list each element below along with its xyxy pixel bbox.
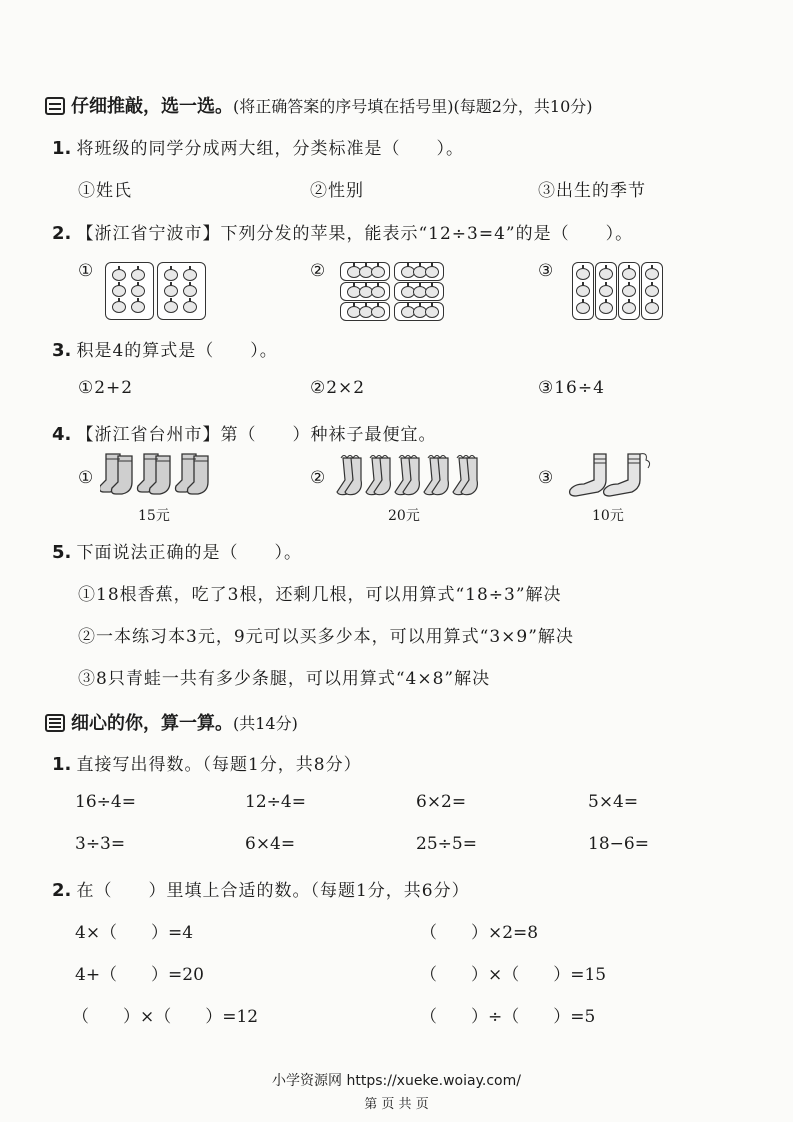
footer-site: 小学资源网 https://xueke.woiay.com/ bbox=[272, 1073, 521, 1089]
option: ③8只青蛙一共有多少条腿，可以用算式“4×8”解决 bbox=[78, 669, 491, 689]
apple-icon bbox=[164, 301, 178, 313]
apple-tray bbox=[394, 262, 444, 281]
question-text: 在（ ）里填上合适的数。（每题1分，共6分） bbox=[76, 881, 470, 901]
apple-icon bbox=[131, 269, 145, 281]
apple-tray bbox=[595, 262, 617, 320]
question-number: 3. bbox=[52, 340, 72, 361]
option-label: ② bbox=[310, 261, 327, 281]
option: ②性别 bbox=[310, 181, 364, 201]
calc-item: 16÷4= bbox=[75, 792, 136, 812]
section-three-icon bbox=[45, 714, 65, 732]
apple-icon bbox=[371, 306, 385, 318]
question-text: 直接写出得数。（每题1分，共8分） bbox=[76, 755, 362, 775]
section1-title: 仔细推敲，选一选。 bbox=[71, 96, 233, 117]
calc-item: 12÷4= bbox=[245, 792, 306, 812]
fill-item: （ ）×（ ）=15 bbox=[420, 965, 607, 985]
apple-icon bbox=[599, 268, 613, 280]
question-2 bbox=[52, 219, 633, 244]
option: ①2+2 bbox=[78, 378, 134, 398]
question-number: 2. bbox=[52, 223, 72, 244]
apple-icon bbox=[576, 268, 590, 280]
option: ①18根香蕉，吃了3根，还剩几根，可以用算式“18÷3”解决 bbox=[78, 585, 562, 605]
footer-page: 第 页 共 页 bbox=[364, 1097, 429, 1112]
apple-icon bbox=[576, 285, 590, 297]
question-number: 2. bbox=[52, 880, 72, 901]
option: ②2×2 bbox=[310, 378, 366, 398]
apple-icon bbox=[645, 268, 659, 280]
question-text: 【浙江省台州市】第（ ）种袜子最便宜。 bbox=[76, 425, 437, 445]
apple-tray bbox=[572, 262, 594, 320]
option: ③16÷4 bbox=[538, 378, 605, 398]
apple-icon bbox=[371, 266, 385, 278]
section1-header bbox=[45, 92, 593, 118]
apple-icon bbox=[425, 306, 439, 318]
question-3 bbox=[52, 336, 278, 361]
option-label: ② bbox=[310, 468, 327, 488]
question-number: 1. bbox=[52, 754, 72, 775]
apple-tray bbox=[105, 262, 154, 320]
apple-tray bbox=[340, 262, 390, 281]
apple-icon bbox=[599, 285, 613, 297]
calc-item: 3÷3= bbox=[75, 834, 126, 854]
option-label: ① bbox=[78, 261, 95, 281]
fill-item: 4×（ ）=4 bbox=[75, 923, 194, 943]
apple-icon bbox=[164, 269, 178, 281]
question-number: 4. bbox=[52, 424, 72, 445]
calc-question-1 bbox=[52, 750, 362, 775]
section1-note: (将正确答案的序号填在括号里)(每题2分，共10分) bbox=[233, 97, 593, 116]
fill-item: （ ）×（ ）=12 bbox=[72, 1007, 259, 1027]
apple-picture-3 bbox=[572, 262, 664, 322]
apple-icon bbox=[112, 285, 126, 297]
apple-icon bbox=[164, 285, 178, 297]
apple-icon bbox=[645, 285, 659, 297]
apple-icon bbox=[576, 302, 590, 314]
option-label: ③ bbox=[538, 261, 555, 281]
fill-item: 4+（ ）=20 bbox=[75, 965, 204, 985]
apple-tray bbox=[394, 302, 444, 321]
question-4 bbox=[52, 420, 436, 445]
question-number: 5. bbox=[52, 542, 72, 563]
price-label: 15元 bbox=[138, 508, 170, 524]
apple-icon bbox=[371, 286, 385, 298]
calc-item: 25÷5= bbox=[416, 834, 477, 854]
calc-item: 6×4= bbox=[245, 834, 296, 854]
fill-item: （ ）×2=8 bbox=[420, 923, 539, 943]
option-label: ① bbox=[78, 468, 95, 488]
apple-icon bbox=[599, 302, 613, 314]
apple-tray bbox=[340, 302, 390, 321]
question-number: 1. bbox=[52, 138, 72, 159]
calc-item: 6×2= bbox=[416, 792, 467, 812]
calc-item: 18−6= bbox=[588, 834, 649, 854]
apple-icon bbox=[131, 301, 145, 313]
apple-tray bbox=[340, 282, 390, 301]
apple-icon bbox=[112, 301, 126, 313]
option-label: ③ bbox=[538, 468, 555, 488]
apple-icon bbox=[622, 302, 636, 314]
price-label: 10元 bbox=[592, 508, 624, 524]
question-1 bbox=[52, 134, 464, 159]
section2-note: (共14分) bbox=[233, 714, 298, 733]
calc-question-2 bbox=[52, 876, 470, 901]
option: ③出生的季节 bbox=[538, 181, 646, 201]
question-5 bbox=[52, 538, 302, 563]
apple-icon bbox=[183, 269, 197, 281]
question-text: 将班级的同学分成两大组，分类标准是（ ）。 bbox=[76, 139, 464, 159]
apple-tray bbox=[157, 262, 206, 320]
section2-header bbox=[45, 709, 298, 735]
question-text: 【浙江省宁波市】下列分发的苹果，能表示“12÷3=4”的是（ ）。 bbox=[76, 224, 634, 244]
apple-icon bbox=[131, 285, 145, 297]
apple-icon bbox=[183, 285, 197, 297]
apple-icon bbox=[645, 302, 659, 314]
socks-picture-2 bbox=[335, 452, 485, 502]
fill-item: （ ）÷（ ）=5 bbox=[420, 1007, 596, 1027]
section2-title: 细心的你，算一算。 bbox=[71, 713, 233, 734]
apple-icon bbox=[425, 286, 439, 298]
socks-picture-3 bbox=[568, 450, 658, 500]
price-label: 20元 bbox=[388, 508, 420, 524]
apple-icon bbox=[622, 268, 636, 280]
question-text: 积是4的算式是（ ）。 bbox=[76, 341, 278, 361]
apple-icon bbox=[622, 285, 636, 297]
option: ①姓氏 bbox=[78, 181, 132, 201]
apple-tray bbox=[641, 262, 663, 320]
section-two-icon bbox=[45, 97, 65, 115]
question-text: 下面说法正确的是（ ）。 bbox=[76, 543, 302, 563]
apple-tray bbox=[394, 282, 444, 301]
calc-item: 5×4= bbox=[588, 792, 639, 812]
apple-picture-2 bbox=[340, 262, 445, 322]
apple-tray bbox=[618, 262, 640, 320]
apple-icon bbox=[425, 266, 439, 278]
socks-picture-1 bbox=[100, 450, 222, 500]
option: ②一本练习本3元，9元可以买多少本，可以用算式“3×9”解决 bbox=[78, 627, 574, 647]
apple-icon bbox=[112, 269, 126, 281]
apple-picture-1 bbox=[105, 262, 205, 320]
apple-icon bbox=[183, 301, 197, 313]
